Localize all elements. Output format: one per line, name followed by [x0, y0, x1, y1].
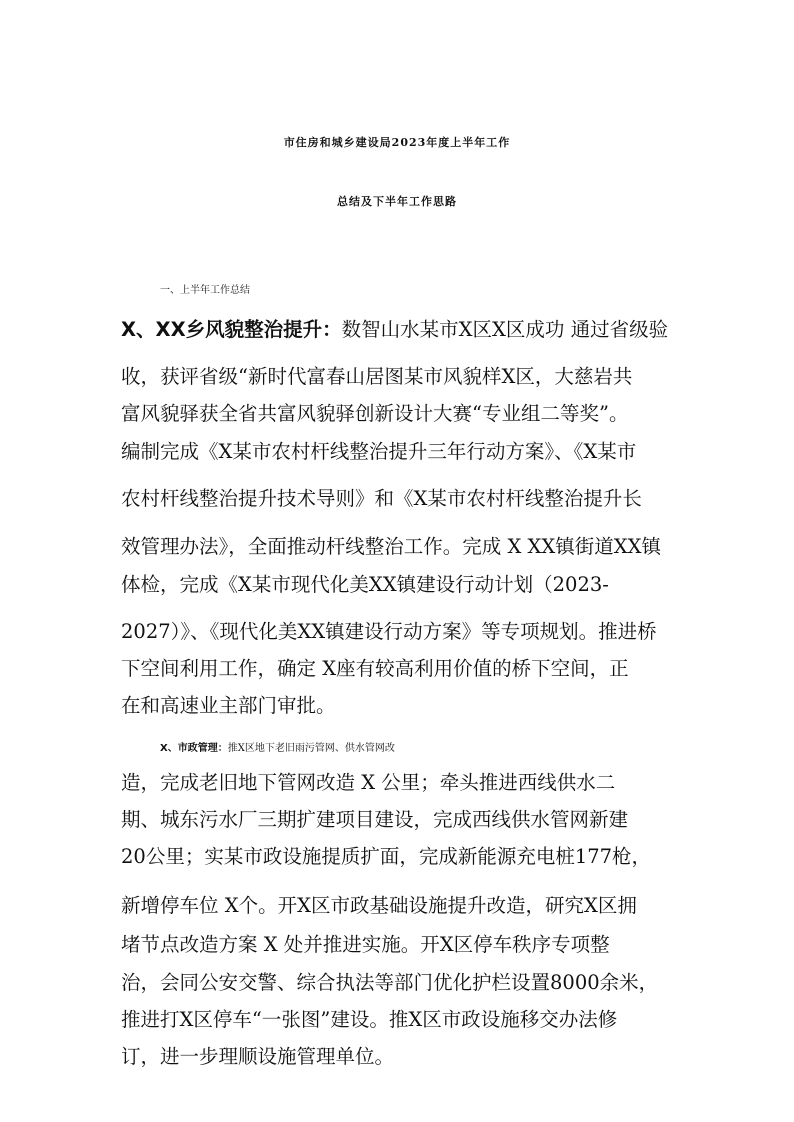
- paragraph-label: X、市政管理：: [160, 743, 228, 754]
- paragraph-line: 造，完成老旧地下管网改造 X 公里；牵头推进西线供水二: [121, 771, 616, 794]
- paragraph-line: 20公里；实某市政设施提质扩面，完成新能源充电桩177枪，: [121, 845, 652, 868]
- paragraph-line: 新增停车位 X个。开X区市政基础设施提升改造，研究X区拥: [121, 894, 637, 917]
- paragraph-line: 富风貌驿获全省共富风貌驿创新设计大赛“专业组二等奖”。: [121, 402, 629, 425]
- paragraph-line: 2027）》、《现代化美XX镇建设行动方案》等专项规划。推进桥: [121, 620, 657, 643]
- paragraph-line: 效管理办法》，全面推动杆线整治工作。完成 X XX镇街道XX镇: [121, 535, 662, 558]
- paragraph-line: 推进打X区停车“一张图”建设。推X区市政设施移交办法修: [121, 1008, 618, 1031]
- paragraph-text: 数智山水某市X区X区成功 通过省级验: [341, 318, 669, 341]
- paragraph-line: 下空间利用工作，确定 X座有较高利用价值的桥下空间，正: [121, 657, 629, 680]
- document-title-line1: 市住房和城乡建设局2023年度上半年工作: [283, 136, 511, 149]
- paragraph-line: 订，进一步理顺设施管理单位。: [121, 1045, 395, 1068]
- paragraph-line: 收，获评省级“新时代富春山居图某市风貌样X区，大慈岩共: [121, 365, 633, 388]
- paragraph-line: 期、城东污水厂三期扩建项目建设，完成西线供水管网新建: [121, 808, 629, 831]
- paragraph-line: 在和高速业主部门审批。: [121, 694, 336, 717]
- paragraph-line: 治，会同公安交警、综合执法等部门优化护栏设置8000余米，: [121, 971, 659, 994]
- paragraph-line: 编制完成《X某市农村杆线整治提升三年行动方案》、《X某市: [121, 440, 637, 463]
- document-title-line2: 总结及下半年工作思路: [337, 195, 457, 208]
- paragraph-line: 农村杆线整治提升技术导则》和《X某市农村杆线整治提升长: [121, 487, 642, 510]
- paragraph-label: X、XX乡风貌整治提升：: [121, 318, 342, 341]
- paragraph-line: [121, 317, 681, 343]
- paragraph-line: [160, 736, 720, 762]
- paragraph-text: 推X区地下老旧雨污管网、供水管网改: [227, 743, 395, 754]
- paragraph-line: 体检，完成《X某市现代化美XX镇建设行动计划（2023-: [121, 573, 609, 596]
- paragraph-line: 堵节点改造方案 X 处并推进实施。开X区停车秩序专项整: [121, 933, 610, 956]
- section-heading: 一、上半年工作总结: [160, 285, 250, 296]
